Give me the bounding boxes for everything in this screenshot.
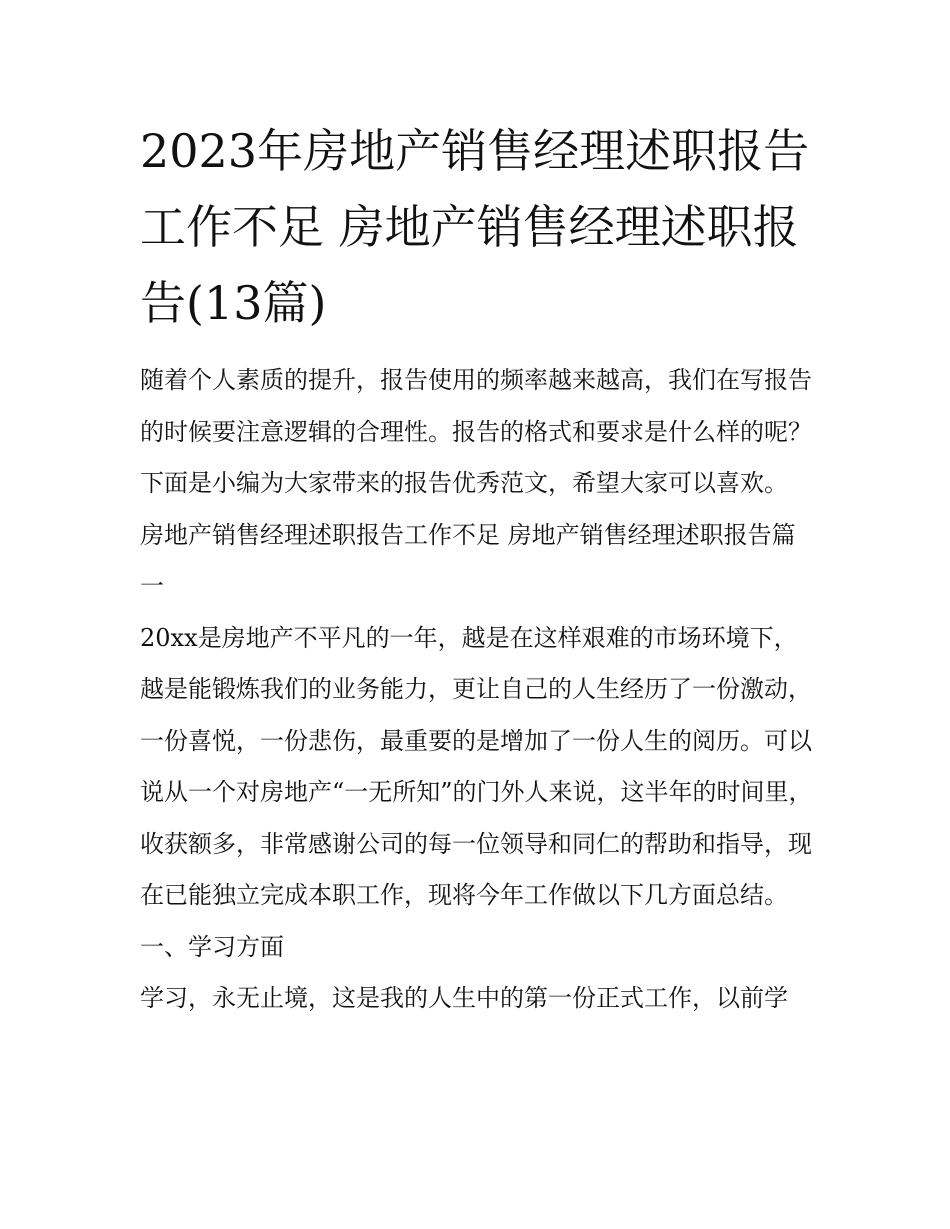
title-block (140, 113, 816, 341)
body-paragraph-2: 学习，永无止境，这是我的人生中的第一份正式工作，以前学 (140, 984, 788, 1012)
subheading-learning: 一、学习方面 (140, 932, 284, 961)
document-body (140, 113, 816, 1025)
intro-paragraph: 随着个人素质的提升，报告使用的频率越来越高，我们在写报告的时候要注意逻辑的合理性。报告的格式和要求是什么样的呢？下面是小编为大家带来的报告优秀范文，希望大家可以喜欢。 (140, 366, 812, 497)
document-title: 2023年房地产销售经理述职报告工作不足 房地产销售经理述职报告(13篇) (140, 124, 810, 330)
section-heading: 房地产销售经理述职报告工作不足 房地产销售经理述职报告篇一 (140, 520, 796, 600)
body-paragraph-1: 20xx是房地产不平凡的一年，越是在这样艰难的市场环境下，越是能锻炼我们的业务能力，更让自己的人生经历了一份激动，一份喜悦，一份悲伤，最重要的是增加了一份人生的阅历。可以说从一个对房地产“一无所知”的门外人来说，这半年的时间里，收获额多，非常感谢公司的每一位领导和同仁的帮助和指导，现在已能独立完成本职工作，现将今年工作做以下几方面总结。 (140, 623, 813, 909)
